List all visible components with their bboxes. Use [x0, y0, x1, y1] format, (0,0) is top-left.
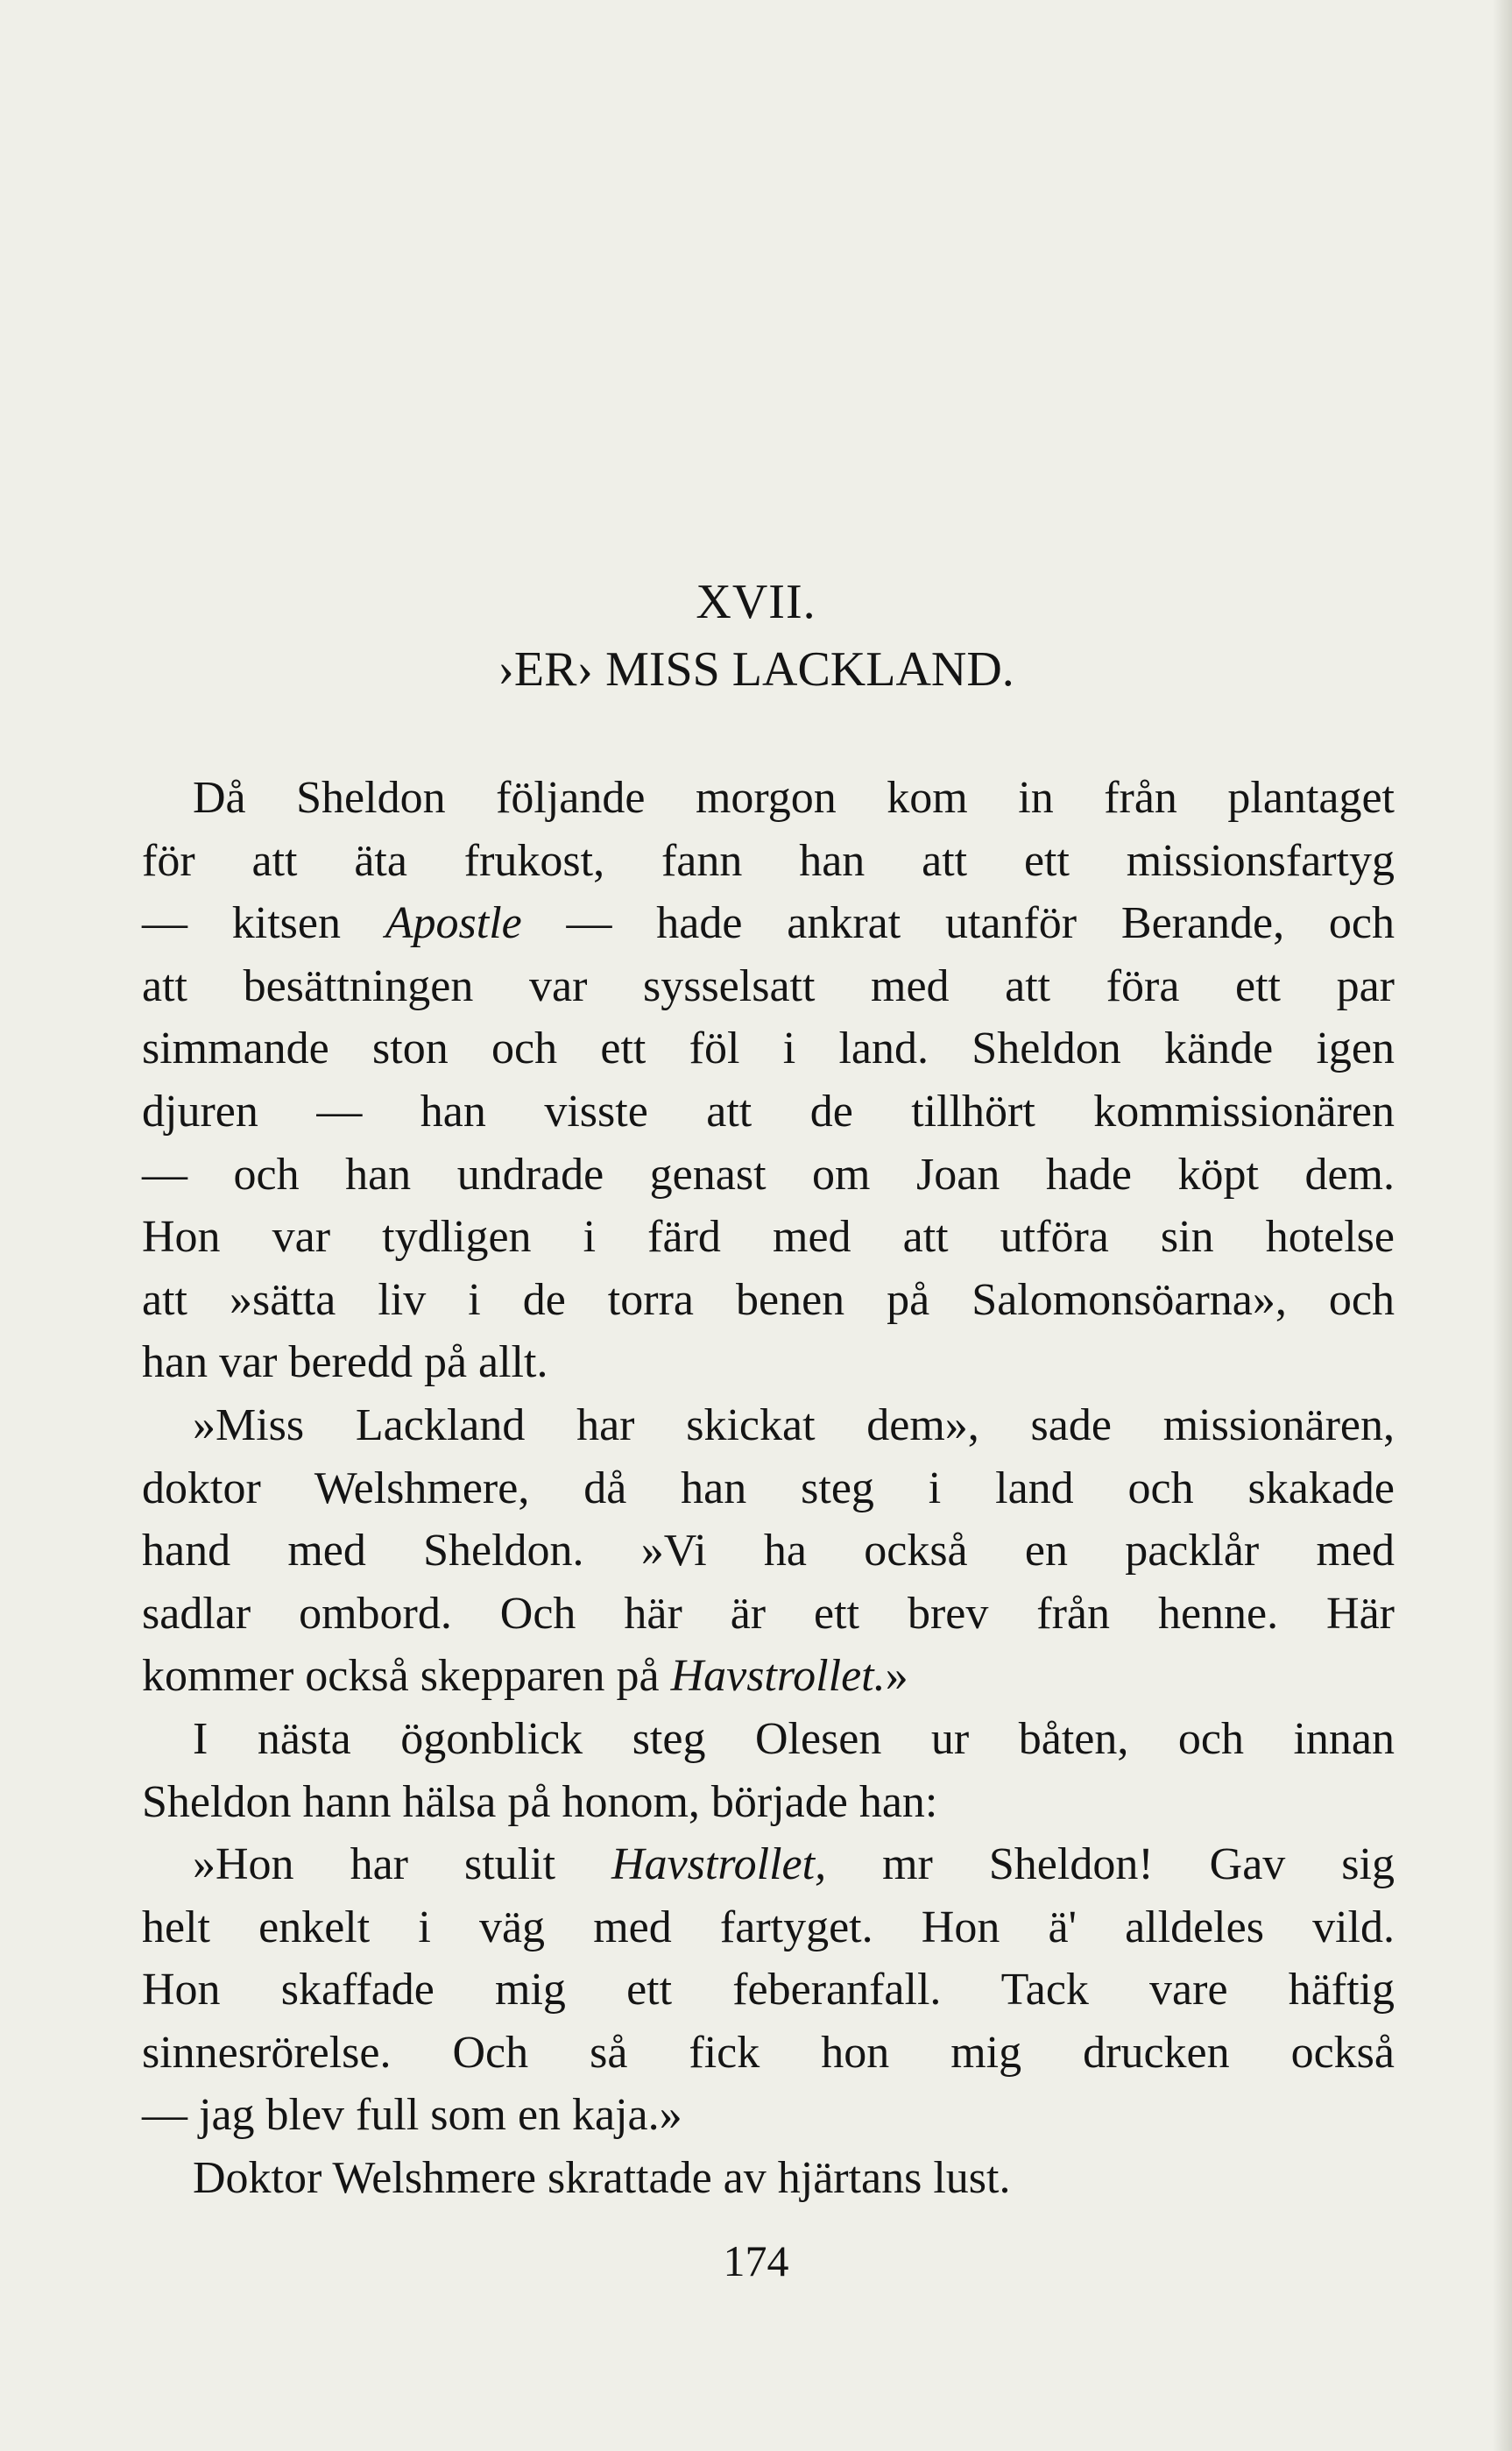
text-line: — och han undrade genast om Joan hade köpt dem. [142, 1149, 1395, 1200]
text-line: doktor Welshmere, då han steg i land och skakade [142, 1463, 1395, 1513]
text-line: Hon var tydligen i färd med att utföra sin hotelse [142, 1212, 1395, 1263]
ship-name: Apostle [385, 898, 522, 949]
text-line: — kitsen Apostle — hade ankrat utanför Berande, och [142, 898, 1395, 949]
page-number: 174 [723, 2236, 789, 2285]
text-line: sinnesrörelse. Och så fick hon mig drucken också [142, 2027, 1395, 2078]
text-line: — jag blev full som en kaja.» [142, 2090, 682, 2141]
text-line: Hon skaffade mig ett feberanfall. Tack vare häftig [142, 1965, 1395, 2015]
text-line: sadlar ombord. Och här är ett brev från henne. Här [142, 1588, 1395, 1639]
text-line: djuren — han visste att de tillhört kommissionären [142, 1086, 1395, 1137]
ship-name: Havstrollet, [611, 1839, 827, 1890]
text-line: I nästa ögonblick steg Olesen ur båten, och innan [193, 1713, 1395, 1764]
text-line: kommer också skepparen på Havstrollet.» [142, 1651, 908, 1702]
chapter-number: XVII. [696, 575, 816, 629]
chapter-title: ›ER› MISS LACKLAND. [498, 642, 1014, 697]
text-line: han var beredd på allt. [142, 1337, 548, 1388]
ship-name: Havstrollet. [670, 1651, 886, 1702]
text-line: hand med Sheldon. »Vi ha också en packlår med [142, 1526, 1395, 1576]
page-edge-shadow [1493, 0, 1512, 2451]
text-line: för att äta frukost, fann han att ett missionsfartyg [142, 835, 1395, 886]
text-line: Sheldon hann hälsa på honom, började han: [142, 1776, 938, 1827]
text-line: Doktor Welshmere skrattade av hjärtans lust. [193, 2153, 1011, 2204]
text-line: Då Sheldon följande morgon kom in från plantaget [193, 773, 1395, 823]
text-line: att besättningen var sysselsatt med att föra ett par [142, 960, 1395, 1011]
body-text [142, 767, 1395, 2210]
text-line: helt enkelt i väg med fartyget. Hon ä' alldeles vild. [142, 1902, 1395, 1952]
text-line: simmande ston och ett föl i land. Sheldon kände igen [142, 1024, 1395, 1074]
text-line: »Miss Lackland har skickat dem», sade missionären, [193, 1399, 1395, 1450]
text-line: att »sätta liv i de torra benen på Salomonsöarna», och [142, 1274, 1395, 1325]
text-line: »Hon har stulit Havstrollet, mr Sheldon! Gav sig [193, 1839, 1395, 1890]
